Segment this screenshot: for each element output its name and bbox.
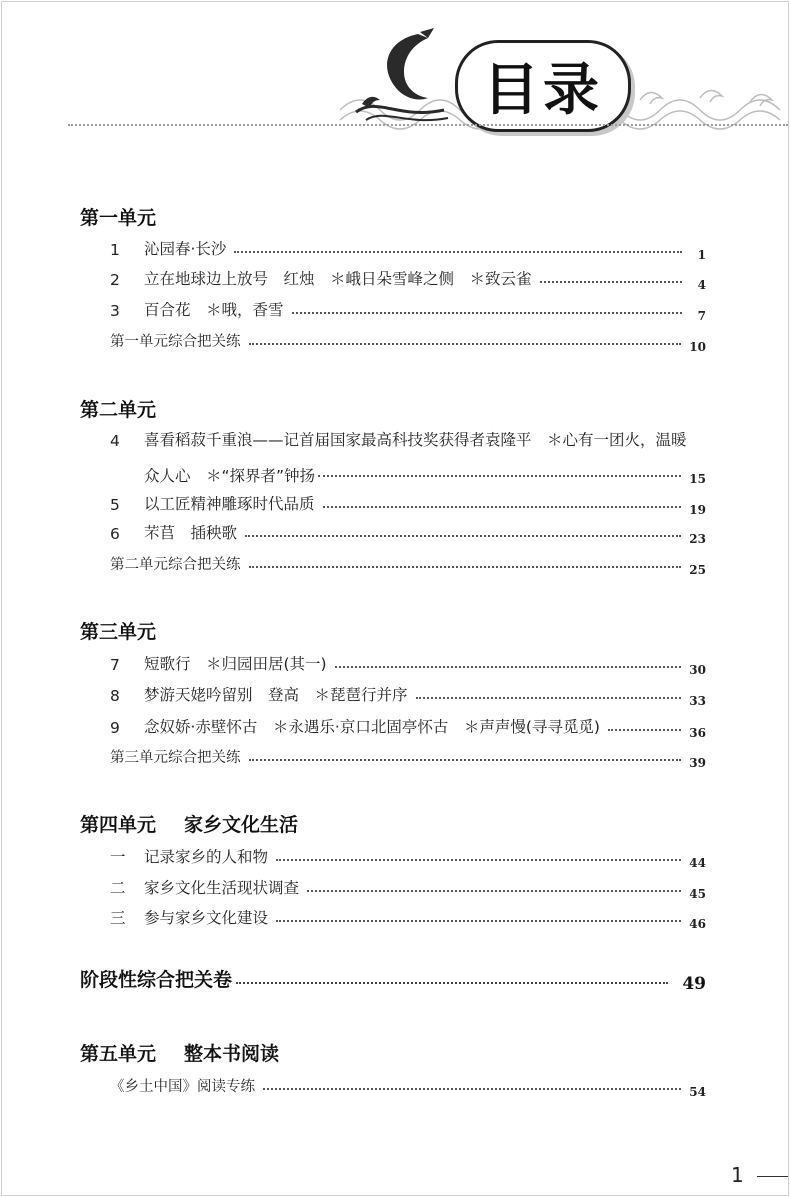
- entry-number: 1: [110, 241, 120, 259]
- entry-title-continued: 众人心 ＊“探界者”钟扬: [144, 467, 316, 485]
- unit-4-label: 第四单元: [80, 814, 157, 836]
- dot-leader: [249, 566, 682, 568]
- unit-5-label: 第五单元: [80, 1043, 157, 1065]
- dot-leader: [236, 982, 668, 984]
- toc-entry[interactable]: [110, 682, 706, 708]
- entry-number: 5: [110, 496, 120, 514]
- entry-title: 第一单元综合把关练: [110, 334, 241, 350]
- toc-entry[interactable]: [110, 266, 706, 292]
- entry-page: 1: [697, 248, 706, 262]
- dot-leader: [263, 1088, 681, 1090]
- page-number: 1: [731, 1163, 744, 1187]
- unit-4-theme: 家乡文化生活: [184, 814, 299, 836]
- entry-number: 9: [110, 719, 120, 737]
- unit-5-heading: [80, 1039, 279, 1066]
- entry-page: 33: [689, 694, 706, 708]
- dot-leader: [249, 343, 682, 345]
- entry-number: 6: [110, 525, 120, 543]
- entry-number: 8: [110, 687, 120, 705]
- toc-entry-continued[interactable]: [310, 460, 706, 486]
- entry-title: 芣苢 插秧歌: [144, 524, 238, 542]
- fish-logo-icon: [348, 26, 453, 126]
- entry-page: 44: [689, 856, 706, 870]
- entry-page: 25: [689, 563, 706, 577]
- stage-test-title: 阶段性综合把关卷: [80, 969, 233, 991]
- entry-page: 46: [689, 917, 706, 931]
- entry-number: 三: [110, 909, 126, 927]
- page-border: [1, 1, 789, 1196]
- dot-leader: [540, 281, 682, 283]
- toc-entry-stage-test[interactable]: [80, 962, 706, 994]
- entry-title: 立在地球边上放号 红烛 ＊峨日朵雪峰之侧 ＊致云雀: [144, 270, 532, 288]
- toc-entry[interactable]: [110, 651, 706, 677]
- dot-leader: [307, 890, 681, 892]
- unit-2-heading: 第二单元: [80, 399, 157, 421]
- stage-test-page: 49: [682, 974, 706, 994]
- entry-title: 参与家乡文化建设: [144, 909, 269, 927]
- entry-title: 念奴娇·赤壁怀古 ＊永遇乐·京口北固亭怀古 ＊声声慢(寻寻觅觅): [144, 718, 600, 736]
- dot-leader: [608, 729, 681, 731]
- toc-entry[interactable]: [110, 491, 706, 517]
- dot-leader: [416, 697, 682, 699]
- entry-page: 4: [697, 278, 706, 292]
- header-banner: [0, 0, 790, 140]
- toc-entry-review[interactable]: [110, 744, 706, 770]
- dot-leader: [234, 251, 682, 253]
- entry-title: 百合花 ＊哦，香雪: [144, 301, 284, 319]
- toc-entry[interactable]: [110, 236, 706, 262]
- entry-page: 19: [689, 503, 706, 517]
- entry-page: 7: [697, 309, 706, 323]
- unit-4-heading: [80, 810, 298, 837]
- toc-entry[interactable]: [110, 1073, 706, 1099]
- entry-page: 30: [689, 663, 706, 677]
- entry-title: 记录家乡的人和物: [144, 848, 269, 866]
- toc-entry-review[interactable]: [110, 328, 706, 354]
- entry-title: 第三单元综合把关练: [110, 750, 241, 766]
- page-title: 目录: [455, 40, 631, 132]
- entry-number: 4: [110, 432, 120, 450]
- entry-title: 梦游天姥吟留别 登高 ＊琵琶行并序: [144, 686, 408, 704]
- entry-title: 沁园春·长沙: [144, 240, 227, 258]
- page-number-rule: [757, 1176, 788, 1177]
- toc-entry-review[interactable]: [110, 551, 706, 577]
- dot-leader: [249, 759, 682, 761]
- dot-leader: [318, 475, 681, 477]
- toc-entry[interactable]: [110, 714, 706, 740]
- toc-entry[interactable]: [110, 905, 706, 931]
- unit-5-theme: 整本书阅读: [184, 1043, 280, 1065]
- dot-leader: [323, 506, 682, 508]
- toc-entry[interactable]: [110, 427, 706, 453]
- entry-title: 第二单元综合把关练: [110, 557, 241, 573]
- entry-title: 短歌行 ＊归园田居(其一): [144, 655, 327, 673]
- entry-page: 23: [689, 532, 706, 546]
- toc-entry[interactable]: [110, 297, 706, 323]
- entry-page: 54: [689, 1085, 706, 1099]
- header-divider: [68, 124, 788, 126]
- dot-leader: [292, 312, 682, 314]
- entry-page: 36: [689, 726, 706, 740]
- entry-number: 二: [110, 879, 126, 897]
- entry-page: 10: [689, 340, 706, 354]
- entry-title: 《乡土中国》阅读专练: [110, 1079, 255, 1095]
- dot-leader: [276, 920, 681, 922]
- entry-number: 7: [110, 656, 120, 674]
- dot-leader: [335, 666, 682, 668]
- dot-leader: [245, 535, 681, 537]
- entry-title: 喜看稻菽千重浪——记首届国家最高科技奖获得者袁隆平 ＊心有一团火，温暖: [144, 431, 687, 449]
- entry-page: 45: [689, 887, 706, 901]
- toc-entry[interactable]: [110, 875, 706, 901]
- unit-1-heading: 第一单元: [80, 207, 157, 229]
- entry-number: 一: [110, 848, 126, 866]
- entry-title: 以工匠精神雕琢时代品质: [144, 495, 315, 513]
- entry-page: 39: [689, 756, 706, 770]
- toc-entry[interactable]: [110, 520, 706, 546]
- entry-page: 15: [689, 472, 706, 486]
- entry-number: 2: [110, 271, 120, 289]
- entry-number: 3: [110, 302, 120, 320]
- unit-3-heading: 第三单元: [80, 621, 157, 643]
- dot-leader: [276, 859, 681, 861]
- entry-title: 家乡文化生活现状调查: [144, 879, 300, 897]
- toc-entry[interactable]: [110, 844, 706, 870]
